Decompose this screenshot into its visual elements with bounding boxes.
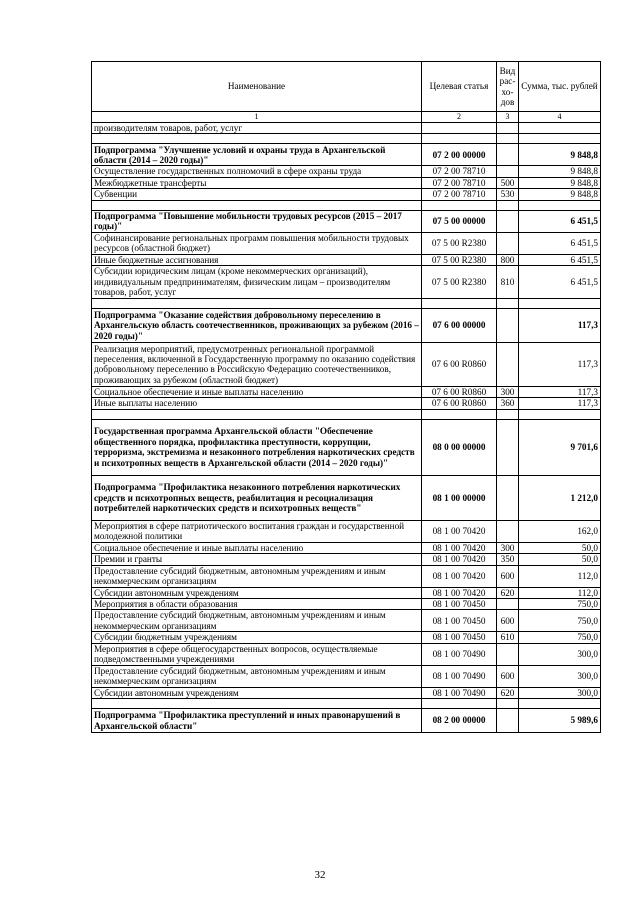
row-sum: 9 848,8 bbox=[519, 177, 601, 188]
table-row bbox=[92, 386, 601, 397]
row-name: Социальное обеспечение и иные выплаты населению bbox=[92, 542, 422, 553]
spacer-cell bbox=[92, 298, 422, 308]
table-row bbox=[92, 554, 601, 565]
row-expense-type: 360 bbox=[497, 398, 519, 409]
column-number: 4 bbox=[519, 112, 601, 123]
row-sum: 1 212,0 bbox=[519, 475, 601, 520]
row-expense-type bbox=[497, 475, 519, 520]
table-row-program bbox=[92, 210, 601, 232]
table-body bbox=[92, 123, 601, 733]
spacer-row bbox=[92, 699, 601, 709]
row-sum: 117,3 bbox=[519, 386, 601, 397]
row-expense-type bbox=[497, 166, 519, 177]
table-row bbox=[92, 598, 601, 609]
spacer-cell bbox=[422, 409, 497, 419]
row-expense-type bbox=[497, 232, 519, 254]
row-expense-type: 500 bbox=[497, 177, 519, 188]
row-expense-type: 300 bbox=[497, 386, 519, 397]
row-target-code: 08 1 00 00000 bbox=[422, 475, 497, 520]
row-name: Осуществление государственных полномочий в сфере охраны труда bbox=[92, 166, 422, 177]
row-expense-type: 610 bbox=[497, 632, 519, 643]
row-sum: 162,0 bbox=[519, 520, 601, 542]
row-sum: 117,3 bbox=[519, 398, 601, 409]
row-sum: 50,0 bbox=[519, 554, 601, 565]
row-expense-type: 350 bbox=[497, 554, 519, 565]
table-row bbox=[92, 189, 601, 200]
row-name: Мероприятия в области образования bbox=[92, 598, 422, 609]
row-name: Предоставление субсидий бюджетным, автономным учреждениям и иным некоммерческим организациям bbox=[92, 610, 422, 632]
row-name: Субсидии автономным учреждениям bbox=[92, 587, 422, 598]
spacer-cell bbox=[519, 200, 601, 210]
row-sum: 9 848,8 bbox=[519, 166, 601, 177]
row-expense-type bbox=[497, 643, 519, 665]
row-name: Субсидии бюджетным учреждениям bbox=[92, 632, 422, 643]
row-expense-type: 600 bbox=[497, 565, 519, 587]
row-target-code: 08 2 00 00000 bbox=[422, 709, 497, 733]
row-name: Подпрограмма "Профилактика преступлений и иных правонарушений в Архангельской области" bbox=[92, 709, 422, 733]
table-row bbox=[92, 123, 601, 134]
row-name: Субсидии автономным учреждениям bbox=[92, 687, 422, 698]
column-number: 1 bbox=[92, 112, 422, 123]
spacer-cell bbox=[497, 298, 519, 308]
header-vid: Вид рас- хо- дов bbox=[497, 62, 519, 112]
table-row bbox=[92, 587, 601, 598]
row-expense-type bbox=[497, 520, 519, 542]
row-expense-type: 620 bbox=[497, 587, 519, 598]
row-target-code: 08 1 00 70450 bbox=[422, 598, 497, 609]
row-target-code: 07 6 00 R0860 bbox=[422, 342, 497, 386]
table-row bbox=[92, 520, 601, 542]
row-sum: 750,0 bbox=[519, 610, 601, 632]
row-name: Подпрограмма "Улучшение условий и охраны труда в Архангельской области (2014 – 2020 годы)" bbox=[92, 144, 422, 166]
row-name: Подпрограмма "Оказание содействия добровольному переселению в Архангельскую область соотечественников, проживающих за рубежом (2016 – 2020 годы)" bbox=[92, 308, 422, 342]
row-expense-type: 600 bbox=[497, 610, 519, 632]
row-expense-type bbox=[497, 210, 519, 232]
spacer-row bbox=[92, 298, 601, 308]
column-number: 3 bbox=[497, 112, 519, 123]
spacer-cell bbox=[422, 699, 497, 709]
row-target-code: 07 6 00 R0860 bbox=[422, 386, 497, 397]
row-name: производителям товаров, работ, услуг bbox=[92, 123, 422, 134]
row-expense-type bbox=[497, 419, 519, 475]
table-row bbox=[92, 177, 601, 188]
row-sum bbox=[519, 123, 601, 134]
row-sum: 117,3 bbox=[519, 308, 601, 342]
header-sum: Сумма, тыс. рублей bbox=[519, 62, 601, 112]
row-expense-type bbox=[497, 342, 519, 386]
table-row bbox=[92, 542, 601, 553]
row-name: Субсидии юридическим лицам (кроме некоммерческих организаций), индивидуальным предпринимателям, физическим лицам – производителям товаров, работ, услуг bbox=[92, 265, 422, 298]
row-sum: 117,3 bbox=[519, 342, 601, 386]
table-row bbox=[92, 665, 601, 687]
row-expense-type bbox=[497, 308, 519, 342]
spacer-row bbox=[92, 409, 601, 419]
spacer-cell bbox=[92, 699, 422, 709]
row-name: Предоставление субсидий бюджетным, автономным учреждениям и иным некоммерческим организациям bbox=[92, 565, 422, 587]
row-expense-type bbox=[497, 598, 519, 609]
spacer-cell bbox=[92, 409, 422, 419]
spacer-cell bbox=[497, 134, 519, 144]
row-sum: 300,0 bbox=[519, 665, 601, 687]
row-sum: 5 989,6 bbox=[519, 709, 601, 733]
spacer-row bbox=[92, 134, 601, 144]
header-name: Наименование bbox=[92, 62, 422, 112]
row-sum: 6 451,5 bbox=[519, 232, 601, 254]
row-target-code: 08 1 00 70490 bbox=[422, 687, 497, 698]
row-name: Подпрограмма "Профилактика незаконного потребления наркотических средств и психотропных веществ, реабилитация и ресоциализация потребителей наркотических средств и психотропных веществ" bbox=[92, 475, 422, 520]
row-expense-type: 620 bbox=[497, 687, 519, 698]
row-target-code: 08 1 00 70490 bbox=[422, 643, 497, 665]
row-sum: 112,0 bbox=[519, 587, 601, 598]
row-sum: 6 451,5 bbox=[519, 254, 601, 265]
table-row bbox=[92, 166, 601, 177]
row-target-code: 07 5 00 00000 bbox=[422, 210, 497, 232]
row-target-code: 07 5 00 R2380 bbox=[422, 232, 497, 254]
row-expense-type bbox=[497, 123, 519, 134]
spacer-cell bbox=[92, 200, 422, 210]
row-name: Мероприятия в сфере патриотического воспитания граждан и государственной молодежной политики bbox=[92, 520, 422, 542]
row-target-code: 08 1 00 70450 bbox=[422, 610, 497, 632]
table-row-program bbox=[92, 144, 601, 166]
spacer-cell bbox=[497, 200, 519, 210]
row-name: Иные выплаты населению bbox=[92, 398, 422, 409]
table-row bbox=[92, 565, 601, 587]
table-row bbox=[92, 265, 601, 298]
row-sum: 300,0 bbox=[519, 687, 601, 698]
page-number: 32 bbox=[314, 869, 326, 881]
row-expense-type: 600 bbox=[497, 665, 519, 687]
column-number: 2 bbox=[422, 112, 497, 123]
table-row-program bbox=[92, 709, 601, 733]
spacer-cell bbox=[422, 200, 497, 210]
spacer-cell bbox=[519, 699, 601, 709]
row-expense-type bbox=[497, 144, 519, 166]
row-sum: 9 848,8 bbox=[519, 144, 601, 166]
row-target-code: 07 6 00 R0860 bbox=[422, 398, 497, 409]
table-row bbox=[92, 232, 601, 254]
column-numbers-row bbox=[92, 112, 601, 123]
spacer-cell bbox=[422, 298, 497, 308]
row-target-code: 07 2 00 00000 bbox=[422, 144, 497, 166]
row-sum: 6 451,5 bbox=[519, 210, 601, 232]
table-row-program bbox=[92, 419, 601, 475]
table-row bbox=[92, 632, 601, 643]
row-target-code: 08 1 00 70420 bbox=[422, 520, 497, 542]
table-row bbox=[92, 643, 601, 665]
row-sum: 750,0 bbox=[519, 632, 601, 643]
spacer-cell bbox=[519, 134, 601, 144]
row-target-code: 08 1 00 70420 bbox=[422, 554, 497, 565]
row-target-code: 08 1 00 70420 bbox=[422, 565, 497, 587]
spacer-cell bbox=[497, 409, 519, 419]
row-name: Подпрограмма "Повышение мобильности трудовых ресурсов (2015 – 2017 годы)" bbox=[92, 210, 422, 232]
spacer-cell bbox=[92, 134, 422, 144]
row-name: Межбюджетные трансферты bbox=[92, 177, 422, 188]
row-sum: 9 848,8 bbox=[519, 189, 601, 200]
row-target-code: 07 5 00 R2380 bbox=[422, 254, 497, 265]
header-target: Целевая статья bbox=[422, 62, 497, 112]
table-row bbox=[92, 398, 601, 409]
row-target-code bbox=[422, 123, 497, 134]
row-target-code: 07 2 00 78710 bbox=[422, 177, 497, 188]
row-name: Софинансирование региональных программ повышения мобильности трудовых ресурсов (областной бюджет) bbox=[92, 232, 422, 254]
row-name: Социальное обеспечение и иные выплаты населению bbox=[92, 386, 422, 397]
table-row-program bbox=[92, 475, 601, 520]
row-name: Иные бюджетные ассигнования bbox=[92, 254, 422, 265]
table-row bbox=[92, 342, 601, 386]
table-row-program bbox=[92, 308, 601, 342]
row-expense-type: 810 bbox=[497, 265, 519, 298]
spacer-cell bbox=[497, 699, 519, 709]
row-sum: 50,0 bbox=[519, 542, 601, 553]
table-row bbox=[92, 254, 601, 265]
spacer-cell bbox=[519, 409, 601, 419]
row-name: Премии и гранты bbox=[92, 554, 422, 565]
table-header bbox=[92, 62, 601, 123]
row-expense-type: 300 bbox=[497, 542, 519, 553]
row-sum: 9 701,6 bbox=[519, 419, 601, 475]
row-target-code: 07 2 00 78710 bbox=[422, 166, 497, 177]
spacer-row bbox=[92, 200, 601, 210]
row-expense-type: 800 bbox=[497, 254, 519, 265]
row-sum: 112,0 bbox=[519, 565, 601, 587]
row-name: Государственная программа Архангельской области "Обеспечение общественного порядка, профилактика преступности, коррупции, терроризма, экстремизма и незаконного потребления наркотических средств и психотропных веществ в Архангельской области (2014 – 2020 годы)" bbox=[92, 419, 422, 475]
row-name: Мероприятия в сфере общегосударственных вопросов, осуществляемые подведомственными учреждениями bbox=[92, 643, 422, 665]
row-target-code: 08 0 00 00000 bbox=[422, 419, 497, 475]
table-row bbox=[92, 687, 601, 698]
row-target-code: 07 5 00 R2380 bbox=[422, 265, 497, 298]
row-expense-type bbox=[497, 709, 519, 733]
budget-table bbox=[91, 61, 601, 733]
row-name: Предоставление субсидий бюджетным, автономным учреждениям и иным некоммерческим организациям bbox=[92, 665, 422, 687]
row-target-code: 07 2 00 78710 bbox=[422, 189, 497, 200]
row-target-code: 08 1 00 70420 bbox=[422, 542, 497, 553]
row-sum: 6 451,5 bbox=[519, 265, 601, 298]
spacer-cell bbox=[519, 298, 601, 308]
row-expense-type: 530 bbox=[497, 189, 519, 200]
row-target-code: 08 1 00 70490 bbox=[422, 665, 497, 687]
row-target-code: 07 6 00 00000 bbox=[422, 308, 497, 342]
row-target-code: 08 1 00 70420 bbox=[422, 587, 497, 598]
row-sum: 300,0 bbox=[519, 643, 601, 665]
row-name: Реализация мероприятий, предусмотренных региональной программой переселения, включенной в Государственную программу по оказанию содействия добровольному переселению в Российскую Федерацию соотечественников, проживающих за рубежом (областной бюджет) bbox=[92, 342, 422, 386]
row-target-code: 08 1 00 70450 bbox=[422, 632, 497, 643]
table-row bbox=[92, 610, 601, 632]
row-sum: 750,0 bbox=[519, 598, 601, 609]
spacer-cell bbox=[422, 134, 497, 144]
row-name: Субвенции bbox=[92, 189, 422, 200]
